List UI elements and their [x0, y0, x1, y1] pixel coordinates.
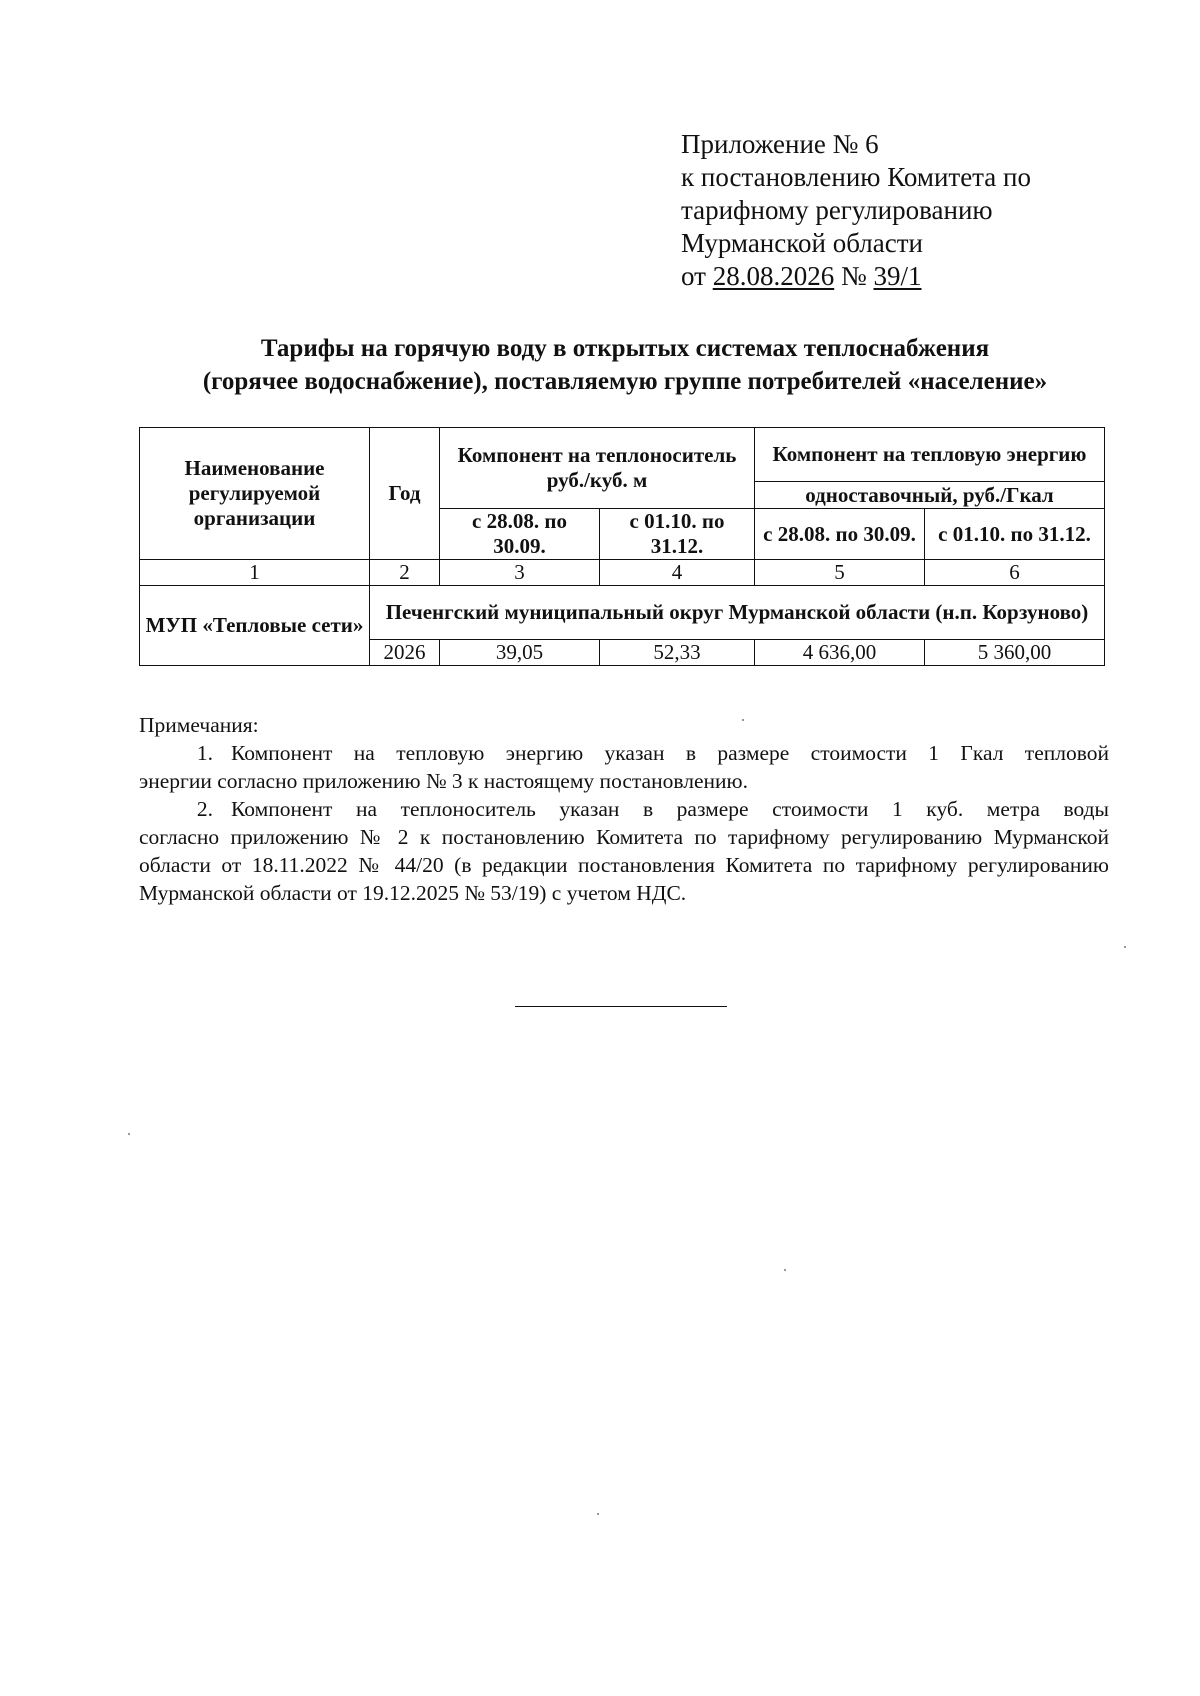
annex-date-prefix: от: [681, 261, 706, 291]
org-name: МУП «Тепловые сети»: [140, 586, 370, 666]
note-2-first-line: Компонент на теплоноситель указан в размере стоимости 1 куб. метра воды: [231, 797, 1109, 821]
document-title: [130, 332, 1120, 398]
header-period-1: с 28.08. по 30.09.: [440, 509, 600, 560]
note-2-number: 2.: [196, 797, 213, 821]
col-number-6: 6: [925, 560, 1105, 586]
annex-date-line: [681, 260, 1031, 293]
column-numbers-row: [140, 560, 1105, 586]
col-number-2: 2: [370, 560, 440, 586]
header-period-2: с 01.10. по 31.12.: [600, 509, 755, 560]
note-1-rest: энергии согласно приложению № 3 к настоящему постановлению.: [139, 769, 748, 793]
note-1-number: 1.: [196, 741, 213, 765]
note-2-rest: согласно приложению № 2 к постановлению Комитета по тарифному регулированию Мурманской области от 18.11.2022 № 44/20 (в редакции постановления Комитета по тарифному регулированию Мурманской области от 19.12.2025 № 53/19) с учетом НДС.: [139, 825, 1109, 905]
note-1-first-line: Компонент на тепловую энергию указан в размере стоимости 1 Гкал тепловой: [231, 741, 1109, 765]
row-heat-2: 5 360,00: [925, 640, 1105, 666]
note-2: [139, 795, 1109, 823]
header-period-3: с 28.08. по 30.09.: [755, 509, 925, 560]
scan-speck: [128, 1133, 130, 1135]
district-name: Печенгский муниципальный округ Мурманской области (н.п. Корзуново): [370, 586, 1105, 640]
title-line-1: Тарифы на горячую воду в открытых системах теплоснабжения: [260, 335, 990, 362]
row-heat-1: 4 636,00: [755, 640, 925, 666]
scan-speck: [1124, 946, 1126, 948]
col-number-5: 5: [755, 560, 925, 586]
annex-number: 39/1: [873, 261, 922, 291]
notes-heading: Примечания:: [139, 713, 259, 737]
header-heat: Компонент на тепловую энергию: [755, 428, 1105, 482]
scan-speck: [597, 1513, 599, 1515]
annex-line-1: Приложение № 6: [681, 129, 879, 159]
header-year: Год: [370, 428, 440, 560]
header-org: Наименование регулируемой организации: [140, 428, 370, 560]
header-heat-sub: одноставочный, руб./Гкал: [755, 482, 1105, 509]
annex-date: 28.08.2026: [712, 261, 835, 291]
row-coolant-1: 39,05: [440, 640, 600, 666]
col-number-3: 3: [440, 560, 600, 586]
header-coolant: Компонент на теплоноситель руб./куб. м: [440, 428, 755, 509]
scan-speck: [784, 1269, 786, 1271]
annex-line-2: к постановлению Комитета по: [681, 162, 1031, 192]
end-divider: [515, 1006, 727, 1007]
title-line-2: (горячее водоснабжение), поставляемую группе потребителей «население»: [202, 368, 1048, 395]
annex-header: [681, 128, 1031, 293]
annex-number-sign: №: [840, 261, 867, 291]
notes-section: [139, 711, 1109, 907]
note-1: [139, 739, 1109, 767]
tariff-table: [139, 427, 1105, 666]
annex-line-4: Мурманской области: [681, 228, 923, 258]
row-year: 2026: [370, 640, 440, 666]
col-number-1: 1: [140, 560, 370, 586]
annex-line-3: тарифному регулированию: [681, 195, 993, 225]
col-number-4: 4: [600, 560, 755, 586]
header-period-4: с 01.10. по 31.12.: [925, 509, 1105, 560]
row-coolant-2: 52,33: [600, 640, 755, 666]
scan-speck: [742, 719, 744, 721]
